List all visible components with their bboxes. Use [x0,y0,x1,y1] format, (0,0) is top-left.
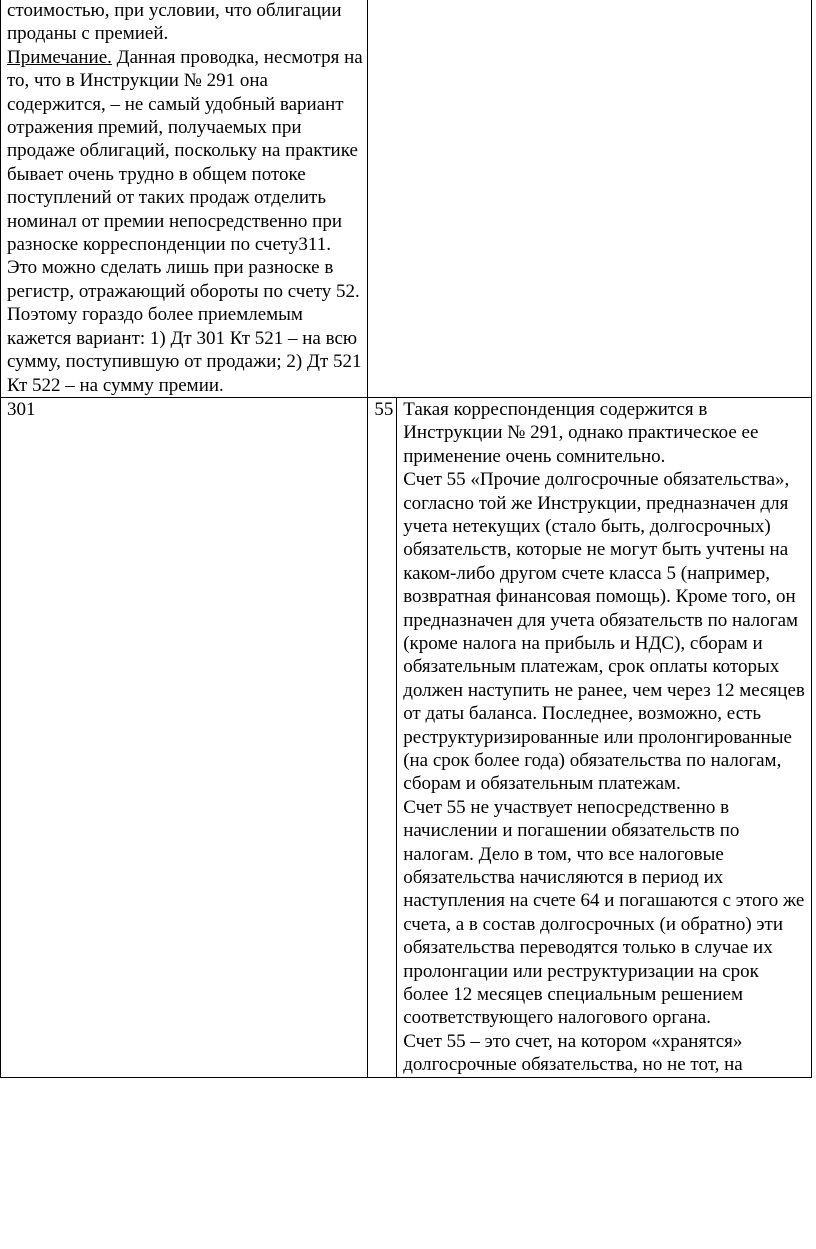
note-label: Примечание. [7,46,112,68]
table-cell-credit-account: 55 [368,397,397,1077]
table-cell-empty [368,0,812,397]
comment-paragraph: Счет 55 – это счет, на котором «хранятся» долгосрочные обязательства, но не тот, на [403,1030,743,1076]
table-cell-comment [397,397,812,1077]
table-row [1,397,812,1077]
comment-paragraph: Счет 55 не участвует непосредственно в начислении и погашении обязательств по налогам. Дело в том, что все налоговые обязательства начисляются в период их наступления на счете 64 и погашаются с этого же счета, а в состав долгосрочных (и обратно) эти обязательства переводятся только в случае их пролонгации или реструктуризации на срок более 12 месяцев специальным решением соответствующего налогового органа. [403,796,805,1029]
table-row [1,0,812,397]
cell-intro-text: стоимостью, при условии, что облигации проданы с премией. [7,0,342,45]
note-text: Данная проводка, несмотря на то, что в Инструкции № 291 она содержится, – не самый удобный вариант отражения премий, получаемых при продаже облигаций, поскольку на практике бывает очень трудно в общем потоке поступлений от таких продаж отделить номинал от премии непосредственно при разноске корреспонденции по счету311. Это можно сделать лишь при разноске в регистр, отражающий обороты по счету 52. Поэтому гораздо более приемлемым кажется вариант: 1) Дт 301 Кт 521 – на всю сумму, поступившую от продажи; 2) Дт 521 Кт 522 – на сумму премии. [7,46,363,396]
table-cell-debit-account: 301 [1,397,368,1077]
comment-paragraph: Счет 55 «Прочие долгосрочные обязательства», согласно той же Инструкции, предназначен для учета нетекущих (стало быть, долгосрочных) обязательств, которые не могут быть учтены на каком-либо другом счете класса 5 (например, возвратная финансовая помощь). Кроме того, он предназначен для учета обязательств по налогам (кроме налога на прибыль и НДС), сборам и обязательным платежам, срок оплаты которых должен наступить не ранее, чем через 12 месяцев от даты баланса. Последнее, возможно, есть реструктуризированные или пролонгированные (на срок более года) обязательства по налогам, сборам и обязательным платежам. [403,469,805,795]
table-cell-description [1,0,368,397]
comment-paragraph: Такая корреспонденция содержится в Инструкции № 291, однако практическое ее применение очень сомнительно. [403,398,759,467]
